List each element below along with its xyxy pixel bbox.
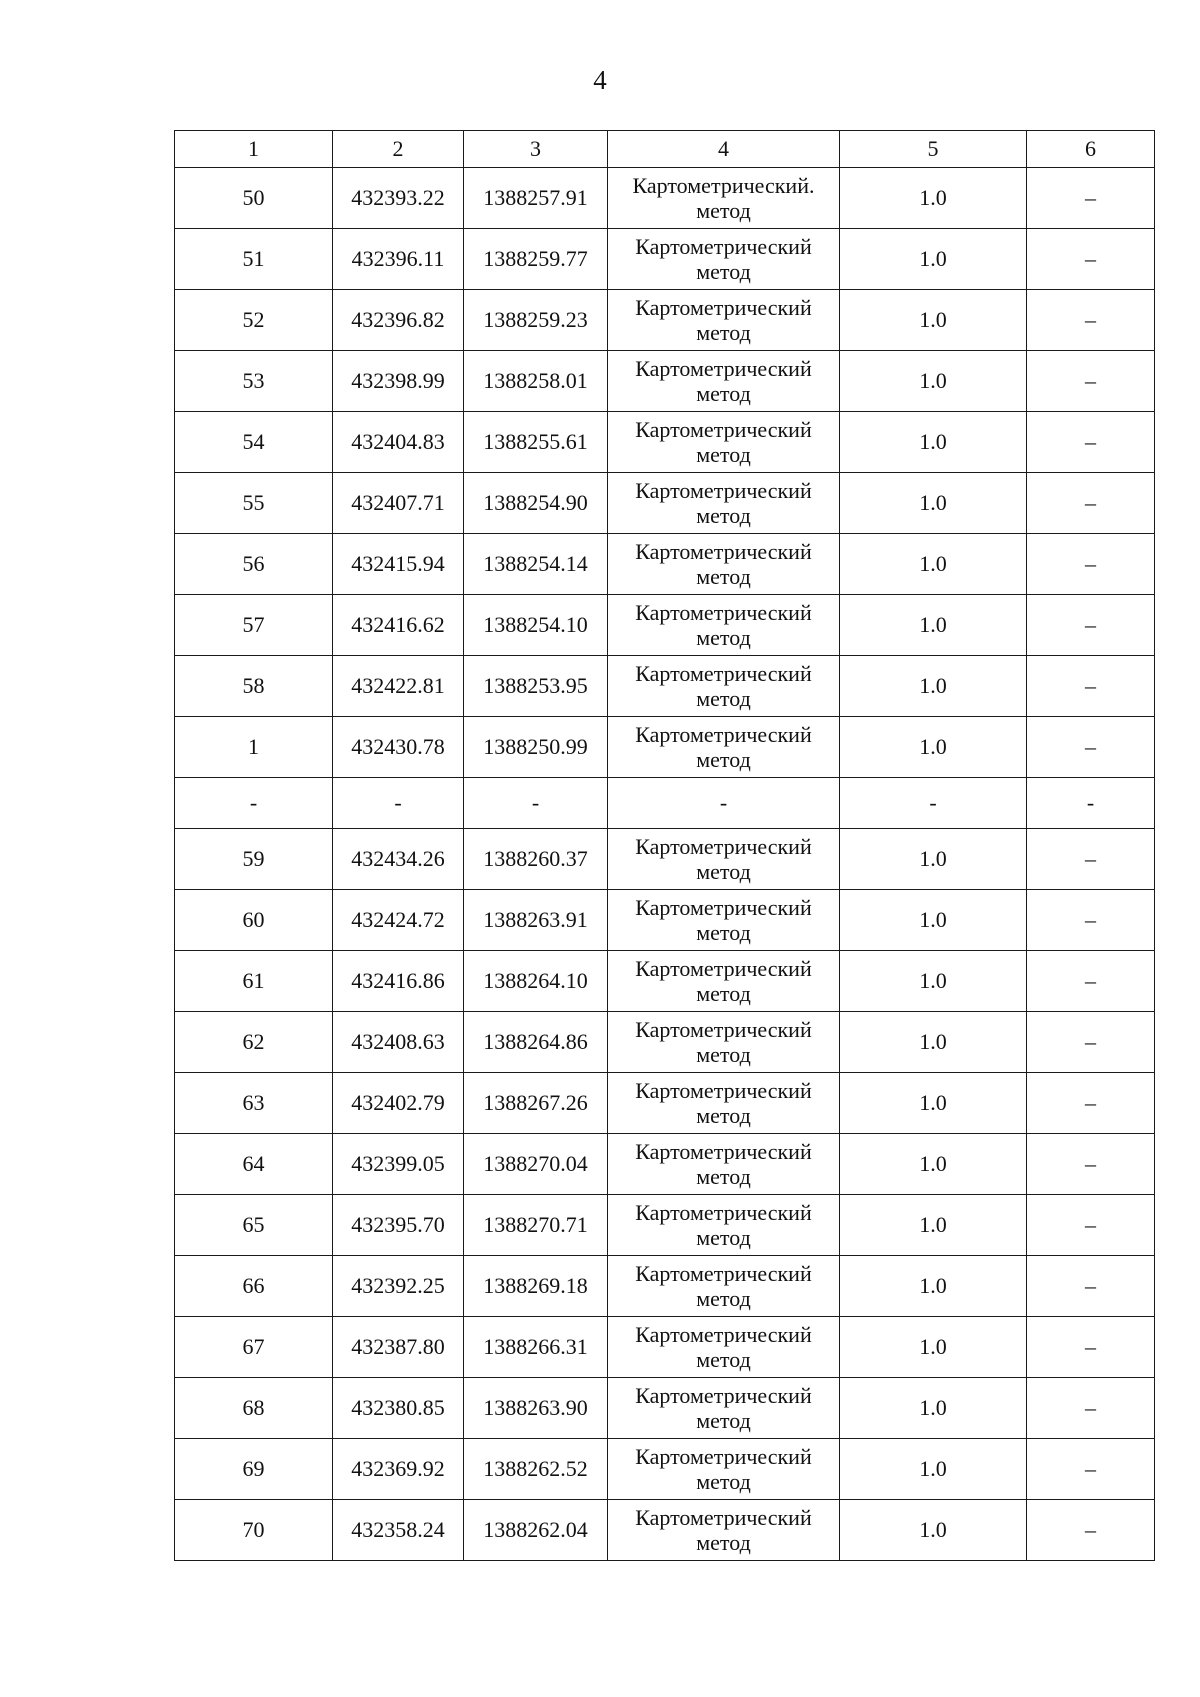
point-number-cell: 51 — [175, 229, 333, 290]
note-cell: – — [1027, 1378, 1155, 1439]
method-cell — [608, 1378, 840, 1439]
accuracy-cell: 1.0 — [840, 656, 1027, 717]
header-cell-5: 5 — [840, 131, 1027, 168]
table-row — [175, 829, 1155, 890]
note-cell: – — [1027, 290, 1155, 351]
method-line-1: Картометрический — [635, 1261, 812, 1286]
accuracy-cell: 1.0 — [840, 1012, 1027, 1073]
x-coordinate-cell: 432404.83 — [333, 412, 464, 473]
method-cell — [608, 473, 840, 534]
note-cell: – — [1027, 890, 1155, 951]
y-coordinate-cell: 1388267.26 — [464, 1073, 608, 1134]
method-line-2: метод — [696, 1164, 751, 1189]
method-line-2: метод — [696, 1286, 751, 1311]
page-number: 4 — [593, 65, 607, 95]
method-cell — [608, 890, 840, 951]
header-cell-3: 3 — [464, 131, 608, 168]
method-line-1: Картометрический. — [632, 173, 815, 198]
note-cell: – — [1027, 1256, 1155, 1317]
x-coordinate-cell: 432422.81 — [333, 656, 464, 717]
table-row — [175, 412, 1155, 473]
accuracy-cell: 1.0 — [840, 168, 1027, 229]
method-line-2: метод — [696, 859, 751, 884]
point-number-cell: 61 — [175, 951, 333, 1012]
note-cell: – — [1027, 473, 1155, 534]
method-line-1: Картометрический — [635, 1139, 812, 1164]
method-cell — [608, 656, 840, 717]
x-coordinate-cell: 432415.94 — [333, 534, 464, 595]
method-cell — [608, 1012, 840, 1073]
method-cell — [608, 1256, 840, 1317]
method-line-1: Картометрический — [635, 895, 812, 920]
accuracy-cell: 1.0 — [840, 1500, 1027, 1561]
point-number-cell: 53 — [175, 351, 333, 412]
method-line-1: Картометрический — [635, 1200, 812, 1225]
method-line-1: Картометрический — [635, 295, 812, 320]
y-coordinate-cell: 1388264.86 — [464, 1012, 608, 1073]
method-cell — [608, 290, 840, 351]
accuracy-cell: 1.0 — [840, 412, 1027, 473]
note-cell: – — [1027, 229, 1155, 290]
method-line-2: метод — [696, 1225, 751, 1250]
point-number-cell: 60 — [175, 890, 333, 951]
header-cell-1: 1 — [175, 131, 333, 168]
method-line-2: метод — [696, 503, 751, 528]
method-line-2: метод — [696, 442, 751, 467]
table-row — [175, 473, 1155, 534]
y-coordinate-cell: 1388253.95 — [464, 656, 608, 717]
y-coordinate-cell: 1388270.04 — [464, 1134, 608, 1195]
note-cell: – — [1027, 412, 1155, 473]
method-cell — [608, 1317, 840, 1378]
x-coordinate-cell: 432358.24 — [333, 1500, 464, 1561]
method-cell — [608, 351, 840, 412]
note-cell: – — [1027, 717, 1155, 778]
accuracy-cell: 1.0 — [840, 1439, 1027, 1500]
y-coordinate-cell: 1388259.77 — [464, 229, 608, 290]
x-coordinate-cell: 432430.78 — [333, 717, 464, 778]
separator-cell: - — [840, 778, 1027, 829]
x-coordinate-cell: 432424.72 — [333, 890, 464, 951]
point-number-cell: 50 — [175, 168, 333, 229]
y-coordinate-cell: 1388257.91 — [464, 168, 608, 229]
x-coordinate-cell: 432399.05 — [333, 1134, 464, 1195]
coordinates-table — [174, 130, 1155, 1561]
table-row — [175, 1256, 1155, 1317]
header-cell-6: 6 — [1027, 131, 1155, 168]
point-number-cell: 66 — [175, 1256, 333, 1317]
method-line-2: метод — [696, 259, 751, 284]
x-coordinate-cell: 432402.79 — [333, 1073, 464, 1134]
note-cell: – — [1027, 1012, 1155, 1073]
x-coordinate-cell: 432387.80 — [333, 1317, 464, 1378]
x-coordinate-cell: 432434.26 — [333, 829, 464, 890]
y-coordinate-cell: 1388266.31 — [464, 1317, 608, 1378]
method-line-2: метод — [696, 1530, 751, 1555]
point-number-cell: 65 — [175, 1195, 333, 1256]
method-line-1: Картометрический — [635, 834, 812, 859]
method-line-1: Картометрический — [635, 722, 812, 747]
note-cell: – — [1027, 1134, 1155, 1195]
method-cell — [608, 829, 840, 890]
separator-cell: - — [333, 778, 464, 829]
y-coordinate-cell: 1388263.91 — [464, 890, 608, 951]
table-row — [175, 351, 1155, 412]
y-coordinate-cell: 1388263.90 — [464, 1378, 608, 1439]
y-coordinate-cell: 1388254.10 — [464, 595, 608, 656]
separator-cell: - — [175, 778, 333, 829]
table-row — [175, 717, 1155, 778]
point-number-cell: 52 — [175, 290, 333, 351]
note-cell: – — [1027, 534, 1155, 595]
table-row — [175, 168, 1155, 229]
accuracy-cell: 1.0 — [840, 1073, 1027, 1134]
method-line-1: Картометрический — [635, 356, 812, 381]
table-row — [175, 534, 1155, 595]
method-line-2: метод — [696, 625, 751, 650]
accuracy-cell: 1.0 — [840, 351, 1027, 412]
point-number-cell: 70 — [175, 1500, 333, 1561]
accuracy-cell: 1.0 — [840, 1256, 1027, 1317]
method-cell — [608, 229, 840, 290]
table-row — [175, 1439, 1155, 1500]
method-line-1: Картометрический — [635, 956, 812, 981]
separator-cell: - — [608, 778, 840, 829]
note-cell: – — [1027, 1195, 1155, 1256]
method-line-1: Картометрический — [635, 539, 812, 564]
method-cell — [608, 1134, 840, 1195]
point-number-cell: 54 — [175, 412, 333, 473]
note-cell: – — [1027, 1317, 1155, 1378]
method-line-2: метод — [696, 198, 751, 223]
point-number-cell: 64 — [175, 1134, 333, 1195]
method-cell — [608, 1439, 840, 1500]
table-row — [175, 890, 1155, 951]
method-cell — [608, 1500, 840, 1561]
accuracy-cell: 1.0 — [840, 1134, 1027, 1195]
point-number-cell: 57 — [175, 595, 333, 656]
method-cell — [608, 717, 840, 778]
y-coordinate-cell: 1388259.23 — [464, 290, 608, 351]
point-number-cell: 63 — [175, 1073, 333, 1134]
point-number-cell: 55 — [175, 473, 333, 534]
y-coordinate-cell: 1388254.90 — [464, 473, 608, 534]
method-cell — [608, 534, 840, 595]
y-coordinate-cell: 1388262.52 — [464, 1439, 608, 1500]
method-cell — [608, 1195, 840, 1256]
separator-cell: - — [464, 778, 608, 829]
note-cell: – — [1027, 1439, 1155, 1500]
method-line-1: Картометрический — [635, 234, 812, 259]
accuracy-cell: 1.0 — [840, 1378, 1027, 1439]
x-coordinate-cell: 432416.86 — [333, 951, 464, 1012]
x-coordinate-cell: 432369.92 — [333, 1439, 464, 1500]
method-cell — [608, 168, 840, 229]
method-line-2: метод — [696, 1103, 751, 1128]
table-row — [175, 1073, 1155, 1134]
accuracy-cell: 1.0 — [840, 473, 1027, 534]
y-coordinate-cell: 1388255.61 — [464, 412, 608, 473]
x-coordinate-cell: 432392.25 — [333, 1256, 464, 1317]
accuracy-cell: 1.0 — [840, 1317, 1027, 1378]
x-coordinate-cell: 432407.71 — [333, 473, 464, 534]
method-cell — [608, 951, 840, 1012]
note-cell: – — [1027, 829, 1155, 890]
point-number-cell: 62 — [175, 1012, 333, 1073]
method-line-2: метод — [696, 920, 751, 945]
accuracy-cell: 1.0 — [840, 595, 1027, 656]
method-line-2: метод — [696, 981, 751, 1006]
method-line-2: метод — [696, 747, 751, 772]
table-row — [175, 1134, 1155, 1195]
x-coordinate-cell: 432398.99 — [333, 351, 464, 412]
method-line-2: метод — [696, 1347, 751, 1372]
x-coordinate-cell: 432380.85 — [333, 1378, 464, 1439]
method-line-1: Картометрический — [635, 1444, 812, 1469]
x-coordinate-cell: 432396.82 — [333, 290, 464, 351]
x-coordinate-cell: 432408.63 — [333, 1012, 464, 1073]
accuracy-cell: 1.0 — [840, 534, 1027, 595]
method-line-1: Картометрический — [635, 661, 812, 686]
accuracy-cell: 1.0 — [840, 290, 1027, 351]
x-coordinate-cell: 432393.22 — [333, 168, 464, 229]
table-row — [175, 1378, 1155, 1439]
point-number-cell: 59 — [175, 829, 333, 890]
method-line-1: Картометрический — [635, 1017, 812, 1042]
accuracy-cell: 1.0 — [840, 951, 1027, 1012]
method-cell — [608, 595, 840, 656]
method-line-2: метод — [696, 381, 751, 406]
note-cell: – — [1027, 656, 1155, 717]
separator-row — [175, 778, 1155, 829]
method-line-1: Картометрический — [635, 478, 812, 503]
note-cell: – — [1027, 351, 1155, 412]
method-line-1: Картометрический — [635, 600, 812, 625]
y-coordinate-cell: 1388269.18 — [464, 1256, 608, 1317]
note-cell: – — [1027, 168, 1155, 229]
x-coordinate-cell: 432395.70 — [333, 1195, 464, 1256]
method-line-1: Картометрический — [635, 417, 812, 442]
method-line-1: Картометрический — [635, 1322, 812, 1347]
table-row — [175, 595, 1155, 656]
note-cell: – — [1027, 595, 1155, 656]
method-line-1: Картометрический — [635, 1383, 812, 1408]
accuracy-cell: 1.0 — [840, 1195, 1027, 1256]
point-number-cell: 58 — [175, 656, 333, 717]
y-coordinate-cell: 1388262.04 — [464, 1500, 608, 1561]
y-coordinate-cell: 1388250.99 — [464, 717, 608, 778]
point-number-cell: 67 — [175, 1317, 333, 1378]
method-line-2: метод — [696, 1408, 751, 1433]
method-cell — [608, 1073, 840, 1134]
y-coordinate-cell: 1388270.71 — [464, 1195, 608, 1256]
point-number-cell: 1 — [175, 717, 333, 778]
method-line-2: метод — [696, 564, 751, 589]
method-line-1: Картометрический — [635, 1078, 812, 1103]
y-coordinate-cell: 1388260.37 — [464, 829, 608, 890]
point-number-cell: 56 — [175, 534, 333, 595]
note-cell: – — [1027, 1073, 1155, 1134]
separator-cell: - — [1027, 778, 1155, 829]
header-cell-2: 2 — [333, 131, 464, 168]
method-line-2: метод — [696, 686, 751, 711]
table-row — [175, 1012, 1155, 1073]
x-coordinate-cell: 432416.62 — [333, 595, 464, 656]
table-row — [175, 1317, 1155, 1378]
y-coordinate-cell: 1388258.01 — [464, 351, 608, 412]
note-cell: – — [1027, 1500, 1155, 1561]
y-coordinate-cell: 1388264.10 — [464, 951, 608, 1012]
method-line-1: Картометрический — [635, 1505, 812, 1530]
table-row — [175, 1195, 1155, 1256]
accuracy-cell: 1.0 — [840, 717, 1027, 778]
table-row — [175, 656, 1155, 717]
method-line-2: метод — [696, 320, 751, 345]
method-line-2: метод — [696, 1469, 751, 1494]
point-number-cell: 69 — [175, 1439, 333, 1500]
table-row — [175, 290, 1155, 351]
table-row — [175, 951, 1155, 1012]
y-coordinate-cell: 1388254.14 — [464, 534, 608, 595]
table-body — [175, 131, 1155, 1561]
accuracy-cell: 1.0 — [840, 829, 1027, 890]
method-cell — [608, 412, 840, 473]
accuracy-cell: 1.0 — [840, 229, 1027, 290]
point-number-cell: 68 — [175, 1378, 333, 1439]
method-line-2: метод — [696, 1042, 751, 1067]
header-cell-4: 4 — [608, 131, 840, 168]
table-row — [175, 229, 1155, 290]
x-coordinate-cell: 432396.11 — [333, 229, 464, 290]
accuracy-cell: 1.0 — [840, 890, 1027, 951]
table-header-row — [175, 131, 1155, 168]
note-cell: – — [1027, 951, 1155, 1012]
table-row — [175, 1500, 1155, 1561]
